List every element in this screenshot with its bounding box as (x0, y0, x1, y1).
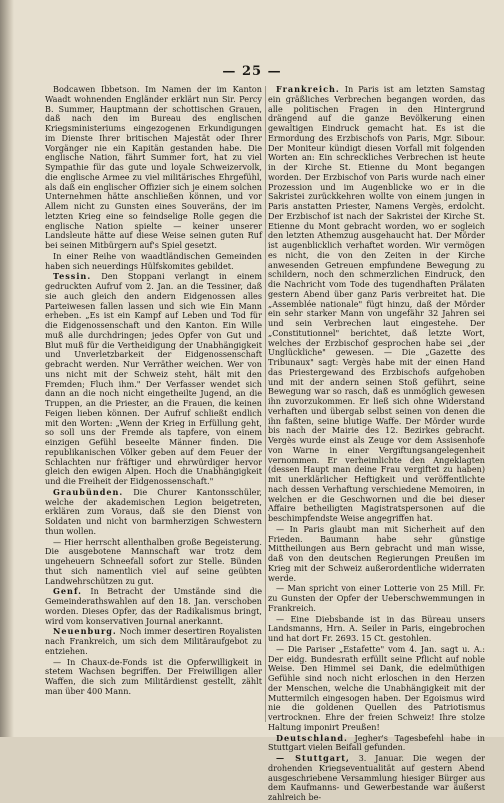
paragraph-text: 3. Januar. Die wegen der drohenden Kriegseventualität auf gestern Abend ausgeschriebene Versammlung hiesiger Bürger aus dem Kaufmanns- und Gewerbestande war äußerst zahlreich be- (268, 753, 485, 802)
paragraph-text: Noch immer desertiren Royalisten nach Frankreich, um sich dem Militäraufgebot zu entziehen. (45, 626, 262, 656)
paragraph-dateline: — Stuttgart, (276, 753, 350, 763)
article-paragraph (268, 85, 485, 524)
paragraph-dateline: Graubünden. (53, 486, 124, 497)
article-paragraph (268, 584, 485, 613)
article-paragraph (45, 252, 262, 272)
article-paragraph (268, 734, 485, 754)
paragraph-text: — Die Pariser „Estafette" vom 4. Jan. sagt u. A.: Der eidg. Bundesrath erfüllt seine Pflicht auf noble Weise. Den Himmel sei Dank, die edelmüthigen Gefühle sind noch nicht erloschen in den Herzen der Menschen, welche die Unabhängigkeit mit der Muttermilch eingesogen haben. Der Egoismus wird nie die goldenen Quellen des Patriotismus vertrocknen. Ehre der freien Schweiz! Ihre stolze Haltung imponirt Preußen! (268, 643, 485, 732)
article-paragraph (45, 272, 262, 487)
paragraph-dateline: Deutschland. (276, 732, 348, 743)
article-paragraph (45, 85, 262, 251)
paragraph-dateline: Genf. (53, 586, 82, 597)
paragraph-dateline: Neuenburg. (53, 626, 117, 637)
paragraph-text: — Hier herrscht allenthalben große Begeisterung. Die ausgebotene Mannschaft war trotz dem ungeheuern Schneefall sofort zur Stelle. Bünden thut sich namentlich viel auf seine geübten Landwehrschützen zu gut. (45, 536, 262, 586)
paragraph-text: — In Chaux-de-Fonds ist die Opferwilligkeit in stetem Wachsen begriffen. Der Freiwilligen aller Waffen, die sich zum Militärdienst gestellt, zählt man über 400 Mann. (45, 656, 262, 696)
column-divider (265, 86, 266, 722)
paragraph-dateline: Tessin. (53, 271, 92, 282)
paragraph-text: Die Churer Kantonsschüler, welche der akademischen Legion beigetreten, erklären zum Voraus, daß sie den Dienst von Soldaten und nicht von barmherzigen Schwestern thun wollen. (45, 486, 263, 536)
article-paragraph (45, 587, 262, 626)
paragraph-text: — Man spricht von einer Lotterie von 25 Mill. Fr. zu Gunsten der Opfer der Ueberschwemmungen in Frankreich. (268, 583, 485, 613)
article-paragraph (45, 627, 262, 656)
article-paragraph (45, 488, 262, 537)
article-paragraph (268, 615, 485, 644)
paragraph-text: Jegher's Tagesbefehl habe in Stuttgart vielen Beifall gefunden. (268, 732, 485, 753)
paragraph-dateline: Frankreich. (276, 84, 340, 94)
left-column (45, 85, 262, 725)
paragraph-text: Den Stoppani verlangt in einem gedruckten Aufruf vom 2. Jan. an die Tessiner, daß sie auch gleich den andern Eidgenossen alles Parteiwesen fallen lassen und sich wie Ein Mann erheben. „Es ist ein Kampf auf Leben und Tod für die Eidgenossenschaft und den Kanton. Ein Wille muß alle durchdringen; jedes Opfer von Gut und Blut muß für die Vertheidigung der Unabhängigkeit und Unverletzbarkeit der Eidgenossenschaft gebracht werden. Nur Verräther weichen. Wer von uns nicht mit der Schweiz steht, hält mit den Fremden; Fluch ihm." Der Verfasser wendet sich dann an die noch nicht eingetheilte Jugend, an die Truppen, an die Priester, an die Frauen, die keinen Feigen lieben können. Der Aufruf schließt endlich mit den Worten: „Wenn der Krieg in Erfüllung geht, so soll uns der Fremde als tapfere, von einem einzigen Gefühl beseelte Männer finden. Die republikanischen Völker geben auf dem Feuer der Schlachten nur fräftiger und ehrwürdiger hervor gleich den ewigen Alpen. Hoch die Unabhängigkeit und die Freiheit der Eidgenossenschaft." (45, 271, 263, 486)
article-paragraph (268, 525, 485, 584)
paragraph-text: — In Paris glaubt man mit Sicherheit auf den Frieden. Baumann habe sehr günstige Mittheilungen aus Bern gebracht und man wisse, daß von den deutschen Regierungen Preußen im Krieg mit der Schweiz außerordentliche widerraten werde. (268, 523, 485, 583)
article-paragraph (45, 658, 262, 697)
paragraph-text: Bodcawen Ibbetson. Im Namen der im Kanton Waadt wohnenden Engländer erklärt nun Sir. Percy B. Summer, Hauptmann der schottischen Grauen, daß nach den im Bureau des englischen Kriegsministeriums eingezogenen Erkundigungen im Dienste Ihrer britischen Majestät oder Ihrer Vorgänger nie ein Kapitän gestanden habe. Die englische Nation, fährt Summer fort, hat zu viel Sympathie für das gute und loyale Schweizervolk, die englische Armee zu viel militärisches Ehrgefühl, als daß ein englischer Offizier sich je einem solchen Unternehmen hätte anschließen können, und vor Allem nicht zu Gunsten eines Souveräns, der im letzten Krieg eine so feindselige Rolle gegen die englische Nation spielte — keiner unserer Landsleute hätte auf diese Weise seinen guten Ruf bei seinen Mitbürgern auf's Spiel gesetzt. (45, 84, 262, 250)
page-binding-shadow (0, 0, 14, 737)
paragraph-text: — Eine Diebsbande ist in das Büreau unsers Landsmanns, Hrn. A. Seiler in Paris, eingebrochen und hat dort Fr. 2693. 15 Ct. gestohlen. (268, 613, 485, 643)
article-paragraph (45, 538, 262, 587)
article-paragraph (268, 754, 485, 803)
paragraph-text: In Betracht der Umstände sind die Gemeinderathswahlen auf den 18. Jan. verschoben worden. Dieses Opfer, das der Radikalismus bringt, wird vom konservativen Journal anerkannt. (45, 586, 262, 626)
article-paragraph (268, 645, 485, 733)
paragraph-text: In Paris ist am letzten Samstag ein gräßliches Verbrechen begangen worden, das alle politischen Fragen in den Hintergrund drängend auf die ganze Bevölkerung einen gewaltigen Eindruck gemacht hat. Es ist die Ermordung des Erzbischofs von Paris, Mgr. Sibour. Der Moniteur kündigt diesen Vorfall mit folgenden Worten an: Ein schreckliches Verbrechen ist heute in der Kirche St. Etienne du Mont begangen worden. Der Erzbischof von Paris wurde nach einer Prozession und im Augenblicke wo er in die Sakristei zurückkehren wollte von einem jungen in Paris anstatten Priester, Namens Vergès, erdolcht. Der Erzbischof ist nach der Sakristei der Kirche St. Etienne du Mont gebracht worden, wo er sogleich den letzten Athemzug ausgehaucht hat. Der Mörder ist augenblicklich verhaftet worden. Wir vermögen es nicht, die von den Zeiten in der Kirche anwesenden Getreuen empfundene Bewegung zu schildern, noch den schmerzlichen Eindruck, den die Nachricht vom Tode des tugendhaften Prälaten gestern Abend über ganz Paris verbreitet hat. Die „Assemblée nationale" fügt hinzu, daß der Mörder ein sehr starker Mann von ungefähr 32 Jahren sei und sein Verbrechen laut eingestehe. Der „Constitutionnel" berichtet, daß letzte Wort, welches der Erzbischof gesprochen habe sei „der Unglückliche" gewesen. — Die „Gazette des Tribunaux" sagt: Vergès habe mit der einen Hand das Priestergewand des Erzbischofs aufgehoben und mit der andern seinen Stoß geführt, seine Bewegung war so rasch, daß es unmöglich gewesen ihn zuvorzukommen. Er ließ sich ohne Widerstand verhaften und übergab selbst seinen von denen die ihn faßten, seine blutige Waffe. Der Mörder wurde bis nach der Mairie des 12. Bezirkes gebracht. Vergès wurde einst als Zeuge vor dem Assisenhofe von Warne in einer Vergiftungsangelegenheit vernommen. Er verheimlichte den Angeklagten (dessen Haupt man deine Frau vergiftet zu haben) mit unerklärlicher Heftigkeit und veröffentlichte nach dessen Verhaftung verschiedene Memoiren, in welchen er die Geschwornen und die bei dieser Affaire betheiligten Magistratspersonen auf die beschimpfendste Weise angegriffen hat. (268, 84, 485, 523)
paragraph-text: In einer Reihe von waadtländischen Gemeinden haben sich neuerdings Hülfskomites gebildet. (45, 250, 262, 271)
right-column (268, 84, 485, 802)
page-number: — 25 — (222, 64, 282, 79)
